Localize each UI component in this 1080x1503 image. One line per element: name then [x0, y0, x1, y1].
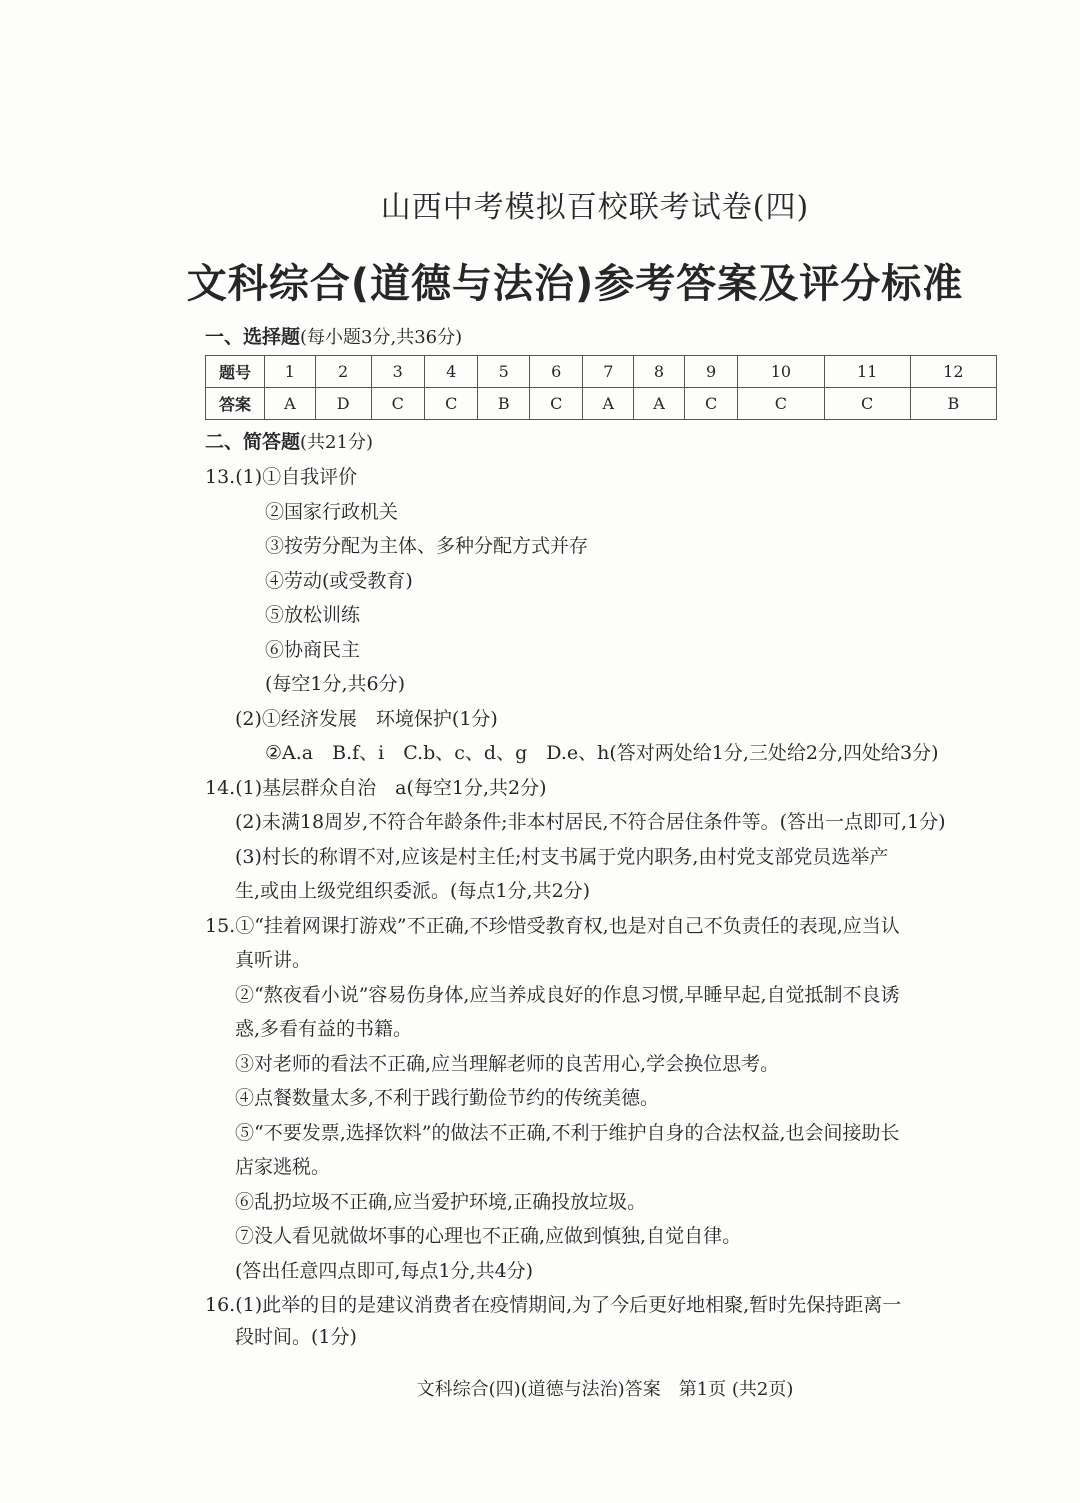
question-number: 9 — [684, 356, 737, 388]
answer-cell: B — [910, 388, 996, 420]
question-number: 2 — [315, 356, 371, 388]
answer-line: 惑,多看有益的书籍。 — [235, 1018, 413, 1040]
question-number: 6 — [529, 356, 582, 388]
answer-cell: C — [824, 388, 910, 420]
answer-cell: A — [583, 388, 634, 420]
question-number: 12 — [910, 356, 996, 388]
answer-cell: B — [478, 388, 530, 420]
answer-cell: A — [265, 388, 316, 420]
question-number: 1 — [265, 356, 316, 388]
question-number: 8 — [634, 356, 685, 388]
section-note: (每小题3分,共36分) — [300, 327, 463, 348]
table-row-numbers — [206, 356, 997, 388]
section-heading-short-answer — [205, 427, 373, 454]
answer-line: 段时间。(1分) — [235, 1326, 357, 1348]
answer-line: ④点餐数量太多,不利于践行勤俭节约的传统美德。 — [235, 1087, 660, 1109]
answer-cell: A — [634, 388, 685, 420]
answer-line: (答出任意四点即可,每点1分,共4分) — [235, 1260, 534, 1282]
answer-line: 14.(1)基层群众自治 a(每空1分,共2分) — [205, 777, 547, 799]
answer-line: ⑤“不要发票,选择饮料”的做法不正确,不利于维护自身的合法权益,也会间接助长 — [235, 1122, 900, 1144]
answer-line: ⑤放松训练 — [265, 604, 361, 626]
question-number: 5 — [478, 356, 530, 388]
answer-line: (每空1分,共6分) — [265, 673, 406, 695]
exam-subtitle: 山西中考模拟百校联考试卷(四) — [380, 190, 810, 225]
answer-cell: C — [738, 388, 824, 420]
answer-line: ②国家行政机关 — [265, 501, 399, 523]
answer-line: 真听讲。 — [235, 949, 312, 971]
table-header-answer: 答案 — [206, 388, 265, 420]
answer-cell: C — [529, 388, 582, 420]
question-number: 11 — [824, 356, 910, 388]
section-note: (共21分) — [300, 432, 373, 453]
question-number: 7 — [583, 356, 634, 388]
answer-line: (2)①经济发展 环境保护(1分) — [235, 708, 498, 730]
answer-line: ②“熬夜看小说”容易伤身体,应当养成良好的作息习惯,早睡早起,自觉抵制不良诱 — [235, 984, 900, 1006]
answer-line: ④劳动(或受教育) — [265, 570, 413, 592]
answer-line: ③对老师的看法不正确,应当理解老师的良苦用心,学会换位思考。 — [235, 1053, 780, 1075]
exam-title: 文科综合(道德与法治)参考答案及评分标准 — [186, 261, 964, 307]
answer-line: 店家逃税。 — [235, 1156, 331, 1178]
answer-line: ⑦没人看见就做坏事的心理也不正确,应做到慎独,自觉自律。 — [235, 1225, 742, 1247]
question-number: 4 — [424, 356, 477, 388]
table-header-number: 题号 — [206, 356, 265, 388]
answer-line: ⑥协商民主 — [265, 639, 361, 661]
section-heading-choice — [205, 322, 462, 349]
answer-cell: D — [315, 388, 371, 420]
answer-line: 16.(1)此举的目的是建议消费者在疫情期间,为了今后更好地相聚,暂时先保持距离一 — [205, 1294, 902, 1316]
section-label: 二、简答题 — [205, 431, 301, 453]
answer-line: 生,或由上级党组织委派。(每点1分,共2分) — [235, 880, 591, 902]
answer-line: 13.(1)①自我评价 — [205, 466, 358, 488]
answer-line: 15.①“挂着网课打游戏”不正确,不珍惜受教育权,也是对自己不负责任的表现,应当认 — [205, 915, 900, 937]
answer-line: ⑥乱扔垃圾不正确,应当爱护环境,正确投放垃圾。 — [235, 1191, 647, 1213]
answer-cell: C — [424, 388, 477, 420]
table-row-answers — [206, 388, 997, 420]
section-label: 一、选择题 — [205, 326, 301, 348]
answer-line: ②A.a B.f、i C.b、c、d、g D.e、h(答对两处给1分,三处给2分,四处给3分) — [265, 742, 939, 764]
answer-line: (2)未满18周岁,不符合年龄条件;非本村居民,不符合居住条件等。(答出一点即可,1分) — [235, 811, 946, 833]
answer-table — [205, 355, 997, 420]
answer-line: (3)村长的称谓不对,应该是村主任;村支书属于党内职务,由村党支部党员选举产 — [235, 846, 889, 868]
answer-line: ③按劳分配为主体、多种分配方式并存 — [265, 535, 589, 557]
question-number: 10 — [738, 356, 824, 388]
answer-cell: C — [684, 388, 737, 420]
answer-cell: C — [371, 388, 424, 420]
page-footer: 文科综合(四)(道德与法治)答案 第1页 (共2页) — [416, 1379, 794, 1400]
question-number: 3 — [371, 356, 424, 388]
